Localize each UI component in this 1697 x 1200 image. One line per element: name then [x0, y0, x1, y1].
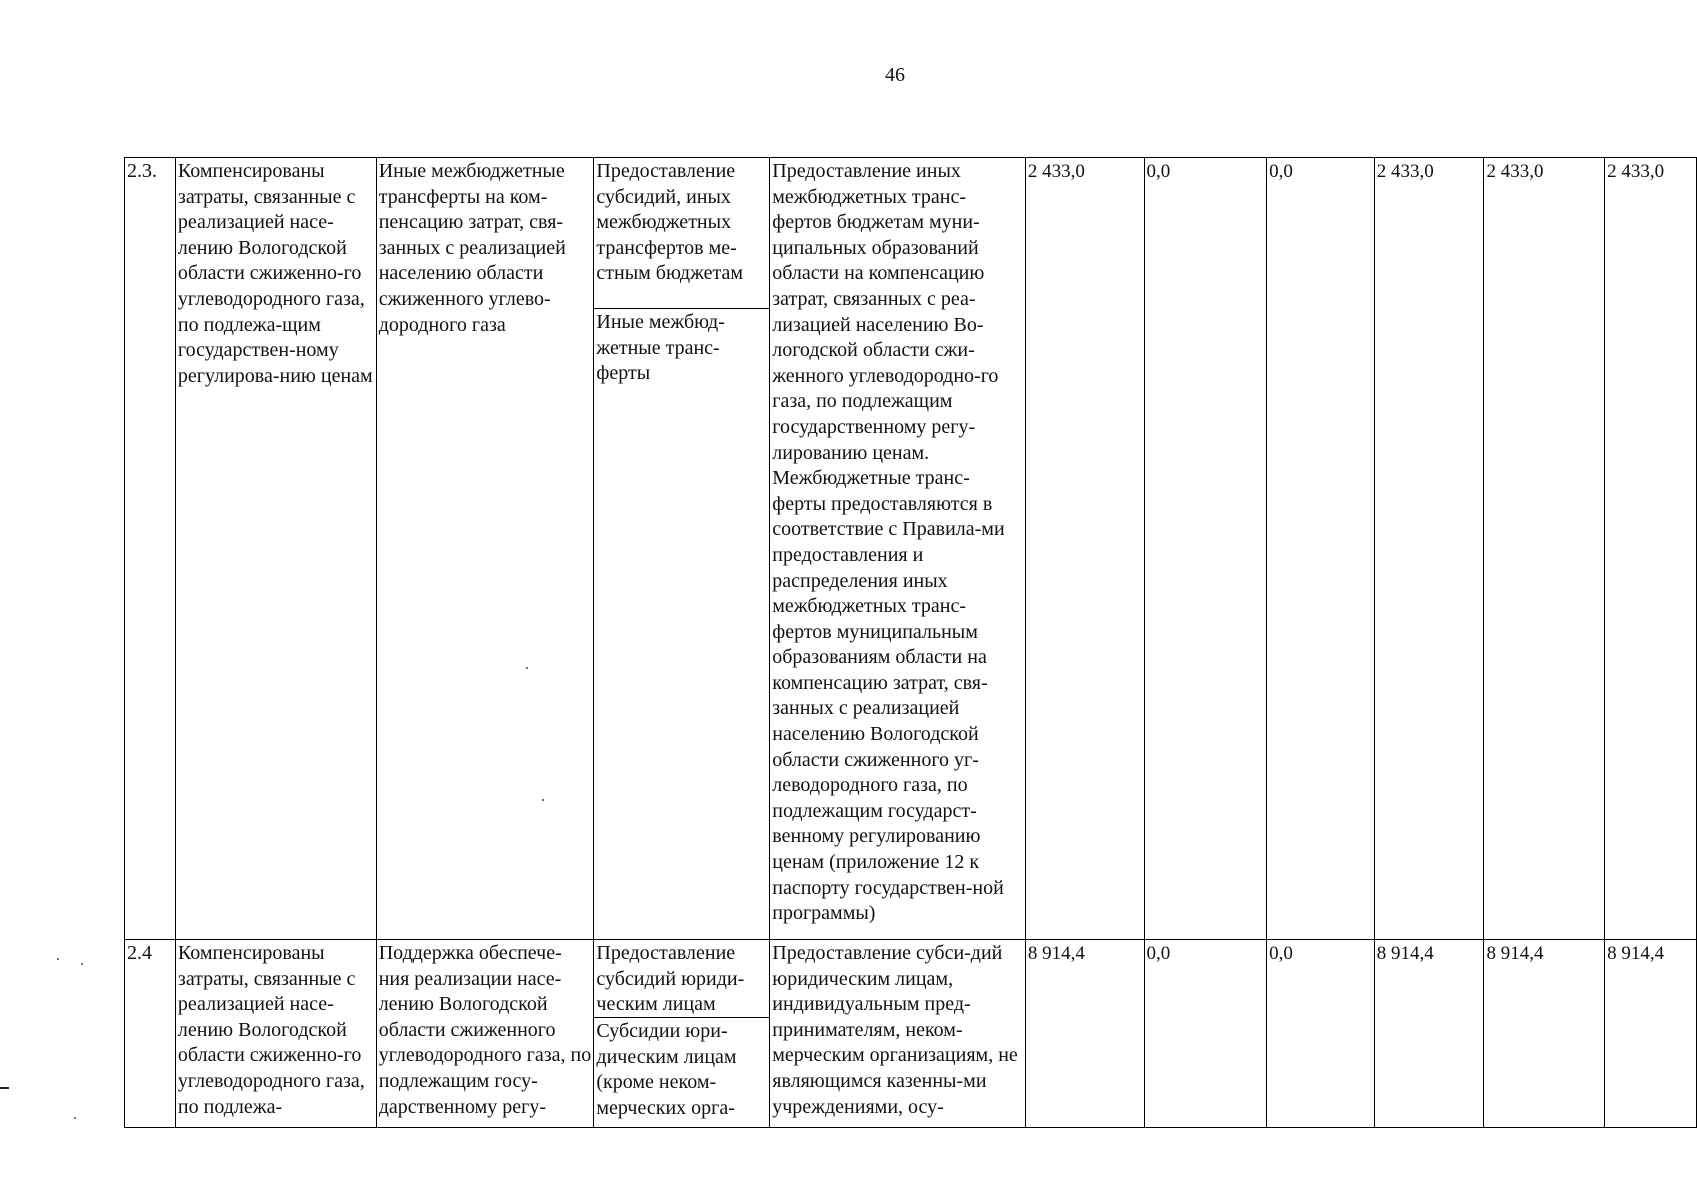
amount-value: 8 914,4: [1374, 940, 1484, 1128]
expected-result: [175, 940, 376, 1128]
direction-cell: [594, 940, 770, 1128]
direction-name: Предоставление субсидий, иных межбюджетных трансфертов ме-стным бюджетам: [594, 158, 769, 309]
amount-value: 0,0: [1144, 940, 1267, 1128]
instrument-name: Иные межбюджетные трансферты на ком-пенсацию затрат, свя-занных с реализацией населению области сжиженного углево-дородного газа: [376, 158, 594, 940]
scan-mark: [0, 1087, 9, 1089]
measure-description: [770, 940, 1026, 1128]
amount-value: 0,0: [1267, 940, 1375, 1128]
amount-value: 0,0: [1144, 158, 1267, 940]
instrument-name: [376, 940, 594, 1128]
row-number: 2.4: [125, 940, 176, 1128]
expense-type: Иные межбюд-жетные транс-ферты: [596, 311, 725, 385]
direction-name: Предоставление субсидий юриди-ческим лицам: [594, 940, 769, 1018]
amount-value: 8 914,4: [1605, 940, 1697, 1128]
measure-description-text: Предоставление субси-дий юридическим лицам, индивидуальным пред-принимателям, неком-мерческим организациям, не являющимся казенны-ми учреждениями, осу-: [772, 942, 1018, 1118]
scan-speck: [542, 799, 544, 801]
measure-description: Предоставление иных межбюджетных транс-фертов бюджетам муни-ципальных образований области на компенсацию затрат, связанных с реа-лизацией населению Во-логодской области сжи-женного углеводородно-го газа, по подлежащим государственному регу-лированию ценам. Межбюджетные транс-ферты предоставляются в соответствие с Правила-ми предоставления и распределения иных межбюджетных транс-фертов муниципальным образованиям области на компенсацию затрат, свя-занных с реализацией населению Вологодской области сжиженного уг-леводородного газа, по подлежащим государст-венному регулированию ценам (приложение 12 к паспорту государствен-ной программы): [770, 158, 1026, 940]
table-row: [125, 158, 1697, 940]
instrument-name-text: Поддержка обеспече-ния реализации насе-лению Вологодской области сжиженного углеводородного газа, по подлежащим госу-дарственному регу-: [378, 942, 592, 1118]
amount-value: 2 433,0: [1025, 158, 1144, 940]
amount-value: 2 433,0: [1374, 158, 1484, 940]
direction-cell: [594, 158, 770, 940]
amount-value: 2 433,0: [1605, 158, 1697, 940]
amount-value: 0,0: [1267, 158, 1375, 940]
expected-result-text: Компенсированы затраты, связанные с реализацией насе-лению Вологодской области сжиженно-го углеводородного газа, по подлежа-: [177, 942, 365, 1118]
amount-value: 8 914,4: [1025, 940, 1144, 1128]
amount-value: 8 914,4: [1484, 940, 1605, 1128]
page-number: 46: [885, 64, 905, 86]
table-row: [125, 940, 1697, 1128]
expected-result: Компенсированы затраты, связанные с реализацией насе-лению Вологодской области сжиженно-го углеводородного газа, по подлежа-щим государствен-ному регулирова-нию ценам: [175, 158, 376, 940]
expense-type: Субсидии юри-дическим лицам (кроме неком-мерческих орга-: [596, 1020, 737, 1119]
budget-table: [124, 157, 1697, 1128]
scan-speck: [74, 1117, 76, 1119]
scan-speck: [57, 958, 59, 960]
scan-speck: [81, 963, 83, 965]
row-number: 2.3.: [125, 158, 176, 940]
scan-speck: [526, 667, 528, 669]
amount-value: 2 433,0: [1484, 158, 1605, 940]
